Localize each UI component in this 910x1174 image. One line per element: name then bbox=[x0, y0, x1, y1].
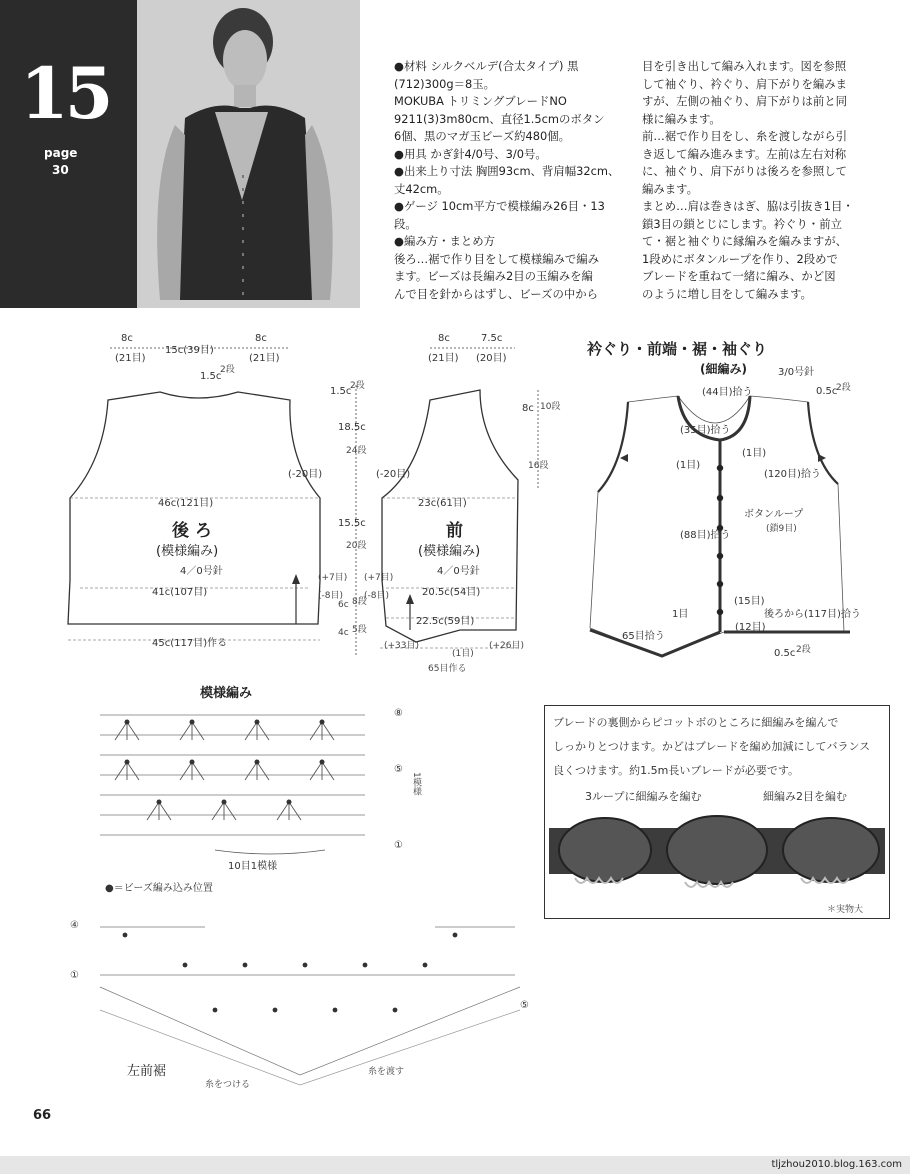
front-dim-right-sts: (20目) bbox=[476, 353, 507, 364]
front-bottom-width: 65目作る bbox=[428, 664, 467, 674]
back-dim-right-sts: (21目) bbox=[249, 353, 280, 364]
front-neck-rows: 10段 bbox=[540, 402, 561, 412]
instruction-line: ブレードを重ねて一緒に編み、かど図 bbox=[642, 269, 836, 283]
edging-one-st-a: (1目) bbox=[742, 448, 767, 459]
edging-bottom-rows: 2段 bbox=[796, 645, 811, 655]
front-needle: 4／0号針 bbox=[437, 566, 480, 577]
front-bottom-left: (+33目) bbox=[384, 641, 420, 651]
chart-repeat: 10目1模様 bbox=[228, 861, 278, 872]
page-number: 66 bbox=[33, 1108, 52, 1123]
instructions-column-1 bbox=[394, 58, 626, 303]
front-dec-left: (-8目) bbox=[318, 591, 343, 601]
front-neck-dec-rows: 16段 bbox=[528, 461, 549, 471]
hem-row-4: ④ bbox=[70, 920, 79, 931]
watermark: tljzhou2010.blog.163.com bbox=[771, 1159, 902, 1170]
instruction-line: 9211(3)3m80cm、直径1.5cmのボタン bbox=[394, 111, 605, 126]
note-line-3: 良くつけます。約1.5m長いブレードが必要です。 bbox=[553, 764, 800, 777]
note-line-2: しっかりとつけます。かどはブレードを編め加減にしてバランス bbox=[553, 740, 871, 753]
front-bottom-mid: (1目) bbox=[452, 649, 474, 659]
instruction-line: 丈42cm。 bbox=[394, 181, 449, 196]
instruction-line: ●出来上り寸法 胸囲93cm、背肩幅32cm、 bbox=[394, 164, 620, 178]
instruction-line: すが、左側の袖ぐり、肩下がりは前と同 bbox=[642, 94, 848, 108]
instruction-line: MOKUBA トリミングブレードNO bbox=[394, 94, 567, 108]
instruction-line: ●編み方・まとめ方 bbox=[394, 234, 496, 248]
back-needle: 4／0号針 bbox=[180, 566, 223, 577]
hem-chart-title: 左前裾 bbox=[127, 1064, 167, 1079]
front-neck-height: 8c bbox=[522, 403, 534, 414]
edging-one-st-b: (1目) bbox=[676, 460, 701, 471]
stitch-chart-title: 模様編み bbox=[200, 686, 253, 701]
back-bottom-width: 45c(117目)作る bbox=[152, 638, 228, 649]
front-hem-height-2: 4c bbox=[338, 628, 349, 638]
edging-button-loop: ボタンループ bbox=[744, 509, 804, 520]
edging-hem-pick: 65目拾う bbox=[622, 631, 665, 642]
instruction-line: ●ゲージ 10cm平方で模様編み26目・13 bbox=[394, 199, 605, 213]
front-armhole-rows: 24段 bbox=[346, 446, 367, 456]
braid-note-box bbox=[544, 705, 890, 919]
pattern-number: 15 bbox=[20, 52, 110, 135]
edging-one-st-c: 1目 bbox=[672, 609, 689, 620]
front-side-rows: 20段 bbox=[346, 541, 367, 551]
edging-bottom-width: 0.5c bbox=[774, 648, 796, 659]
back-title: 後 ろ bbox=[172, 521, 212, 541]
chart-row-8: ⑧ bbox=[394, 708, 403, 719]
back-dim-left-sts: (21目) bbox=[115, 353, 146, 364]
front-hem-rows: 8段 bbox=[352, 597, 367, 607]
front-inc-right: (+7目) bbox=[364, 573, 394, 583]
edging-twelve: (12目) bbox=[735, 622, 766, 633]
instruction-line: のように増し目をして編みます。 bbox=[642, 286, 812, 301]
edging-edge-rows: 2段 bbox=[836, 383, 851, 393]
chart-pattern-label: 1模様 bbox=[411, 772, 421, 796]
front-title: 前 bbox=[446, 521, 463, 541]
back-dim-left: 8c bbox=[121, 333, 133, 344]
instruction-line: て・裾と袖ぐりに縁編みを編みますが、 bbox=[642, 234, 848, 248]
edging-front-pick: (88目)拾う bbox=[680, 530, 731, 541]
edging-button-loop-sts: (鎖9目) bbox=[766, 524, 797, 534]
chart-legend: ●＝ビーズ編み込み位置 bbox=[105, 883, 213, 894]
edging-front-neck: (35目)拾う bbox=[680, 425, 731, 436]
front-width-1: 20.5c(54目) bbox=[422, 587, 481, 598]
braid-illustration bbox=[545, 806, 889, 896]
edging-title: 衿ぐり・前端・裾・袖ぐり bbox=[587, 340, 768, 358]
front-width: 23c(61目) bbox=[418, 498, 467, 509]
edging-edge-width: 0.5c bbox=[816, 386, 838, 397]
instruction-line: 目を引き出して編み入れます。図を参照 bbox=[642, 59, 847, 73]
instruction-line: まとめ…肩は巻きはぎ、脇は引抜き1目・ bbox=[642, 199, 854, 213]
edging-fifteen: (15目) bbox=[734, 596, 765, 607]
instruction-line: 段。 bbox=[394, 216, 417, 231]
front-dim-left: 8c bbox=[438, 333, 450, 344]
back-neck-rows: 2段 bbox=[220, 365, 235, 375]
back-dim-right: 8c bbox=[255, 333, 267, 344]
back-armhole-shaping: (-20目) bbox=[288, 469, 323, 480]
instruction-line: 前…裾で作り目をし、糸を渡しながら引 bbox=[642, 129, 848, 143]
front-armhole-dec: (-20目) bbox=[376, 469, 411, 480]
front-inc-left: (+7目) bbox=[318, 573, 348, 583]
front-width-2: 22.5c(59目) bbox=[416, 616, 475, 627]
front-bottom-right: (+26目) bbox=[489, 641, 525, 651]
note-scale: ＊実物大 bbox=[827, 905, 864, 915]
instruction-line: ます。ビーズは長編み2目の玉編みを編 bbox=[394, 269, 593, 283]
hem-row-1: ① bbox=[70, 970, 79, 981]
hem-attach-yarn: 糸をつける bbox=[205, 1080, 251, 1090]
instruction-line: (712)300g＝8玉。 bbox=[394, 76, 496, 91]
edging-armhole-pick: (120目)拾う bbox=[764, 469, 821, 480]
front-dec-right: (-8目) bbox=[364, 591, 389, 601]
instruction-line: 6個、黒のマガ玉ビーズ約480個。 bbox=[394, 129, 571, 143]
instruction-line: ●材料 シルクベルデ(合太タイプ) 黒 bbox=[394, 59, 579, 73]
instruction-line: 1段めにボタンループを作り、2段めで bbox=[642, 251, 838, 266]
front-armhole-height: 18.5c bbox=[338, 422, 366, 433]
instruction-line: ●用具 かぎ針4/0号、3/0号。 bbox=[394, 146, 547, 161]
front-shoulder-rows: 2段 bbox=[350, 381, 365, 391]
hem-row-5: ⑤ bbox=[520, 1000, 529, 1011]
chart-row-1: ① bbox=[394, 840, 403, 851]
front-subtitle: (模様編み) bbox=[418, 544, 481, 559]
front-hem-rows-2: 5段 bbox=[352, 625, 367, 635]
instruction-line: んで目を針からはずし、ビーズの中から bbox=[394, 286, 599, 301]
edging-neck-pick: (44目)拾う bbox=[702, 387, 753, 398]
front-hem-height: 6c bbox=[338, 600, 349, 610]
back-neck-drop: 1.5c bbox=[200, 371, 222, 382]
back-width: 46c(121目) bbox=[158, 498, 214, 509]
stitch-chart bbox=[95, 700, 375, 860]
back-dim-mid: 15c(39目) bbox=[165, 345, 214, 356]
instruction-line: 鎖3目の鎖とじにします。衿ぐり・前立 bbox=[642, 216, 842, 231]
instruction-line: して袖ぐり、衿ぐり、肩下がりを編みま bbox=[642, 76, 848, 91]
back-subtitle: (模様編み) bbox=[156, 544, 219, 559]
instruction-line: 後ろ…裾で作り目をして模様編みで編み bbox=[394, 251, 600, 266]
front-side-height: 15.5c bbox=[338, 518, 366, 529]
instructions-column-2 bbox=[642, 58, 874, 303]
instruction-line: 編みます。 bbox=[642, 181, 699, 196]
note-callout-2: 細編み2目を編む bbox=[763, 790, 847, 803]
front-dim-right: 7.5c bbox=[481, 333, 503, 344]
page-reference: 30 bbox=[52, 163, 69, 177]
page-label: page bbox=[44, 146, 78, 160]
back-hem-width: 41c(107目) bbox=[152, 587, 208, 598]
instruction-line: 様に編みます。 bbox=[642, 111, 721, 126]
instruction-line: き返して編み進みます。左前は左右対称 bbox=[642, 146, 847, 161]
note-line-1: ブレードの裏側からピコットボのところに細編みを編んで bbox=[553, 716, 839, 729]
front-dim-left-sts: (21目) bbox=[428, 353, 459, 364]
hem-carry-yarn: 糸を渡す bbox=[368, 1067, 405, 1077]
front-shoulder-drop: 1.5c bbox=[330, 386, 352, 397]
chart-row-5: ⑤ bbox=[394, 764, 403, 775]
edging-subtitle: (細編み) bbox=[700, 362, 747, 376]
note-callout-1: 3ループに細編みを編む bbox=[585, 790, 702, 803]
edging-back-pick: 後ろから(117目)拾う bbox=[764, 609, 861, 620]
instruction-line: に、袖ぐり、肩下がりは後ろを参照して bbox=[642, 164, 848, 178]
edging-needle: 3/0号針 bbox=[778, 367, 815, 378]
